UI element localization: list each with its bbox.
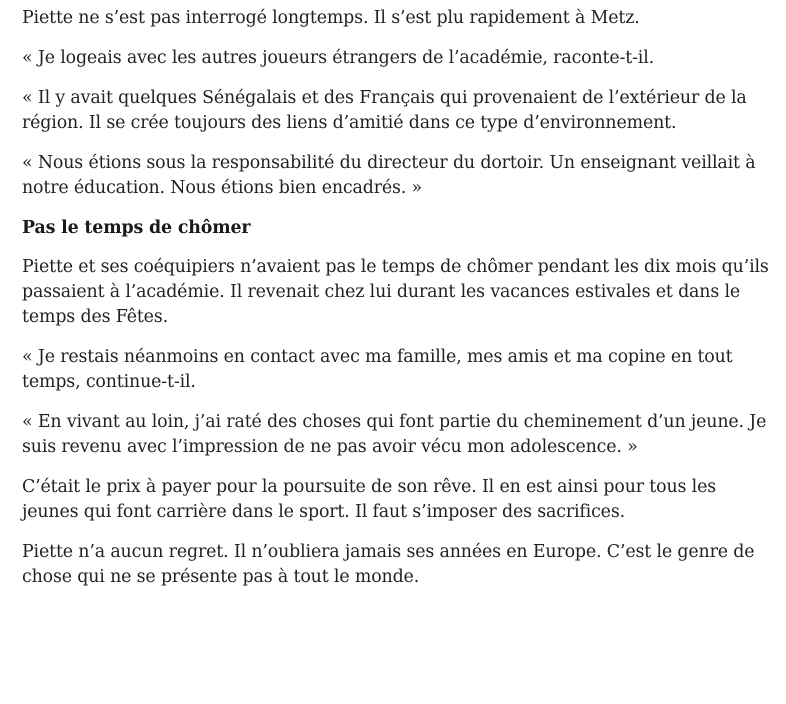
section-subheading: Pas le temps de chômer <box>22 218 251 238</box>
paragraph-4: « Nous étions sous la responsabilité du directeur du dortoir. Un enseignant veillait à notre éducation. Nous étions bien encadrés. » <box>22 153 756 198</box>
article-body <box>22 6 774 605</box>
paragraph-6: « Je restais néanmoins en contact avec ma famille, mes amis et ma copine en tout temps, continue-t-il. <box>22 347 733 392</box>
paragraph-2: « Je logeais avec les autres joueurs étrangers de l’académie, raconte-t-il. <box>22 48 655 68</box>
paragraph-8: C’était le prix à payer pour la poursuite de son rêve. Il en est ainsi pour tous les jeunes qui font carrière dans le sport. Il faut s’imposer des sacrifices. <box>22 477 716 522</box>
paragraph-7: « En vivant au loin, j’ai raté des choses qui font partie du cheminement d’un jeune. Je suis revenu avec l’impression de ne pas avoir vécu mon adolescence. » <box>22 412 767 457</box>
paragraph-5: Piette et ses coéquipiers n’avaient pas le temps de chômer pendant les dix mois qu’ils passaient à l’académie. Il revenait chez lui durant les vacances estivales et dans le temps des Fêtes. <box>22 257 769 327</box>
paragraph-1: Piette ne s’est pas interrogé longtemps. Il s’est plu rapidement à Metz. <box>22 8 640 28</box>
paragraph-9: Piette n’a aucun regret. Il n’oubliera jamais ses années en Europe. C’est le genre de chose qui ne se présente pas à tout le monde. <box>22 542 755 587</box>
paragraph-3: « Il y avait quelques Sénégalais et des Français qui provenaient de l’extérieur de la région. Il se crée toujours des liens d’amitié dans ce type d’environnement. <box>22 88 747 133</box>
